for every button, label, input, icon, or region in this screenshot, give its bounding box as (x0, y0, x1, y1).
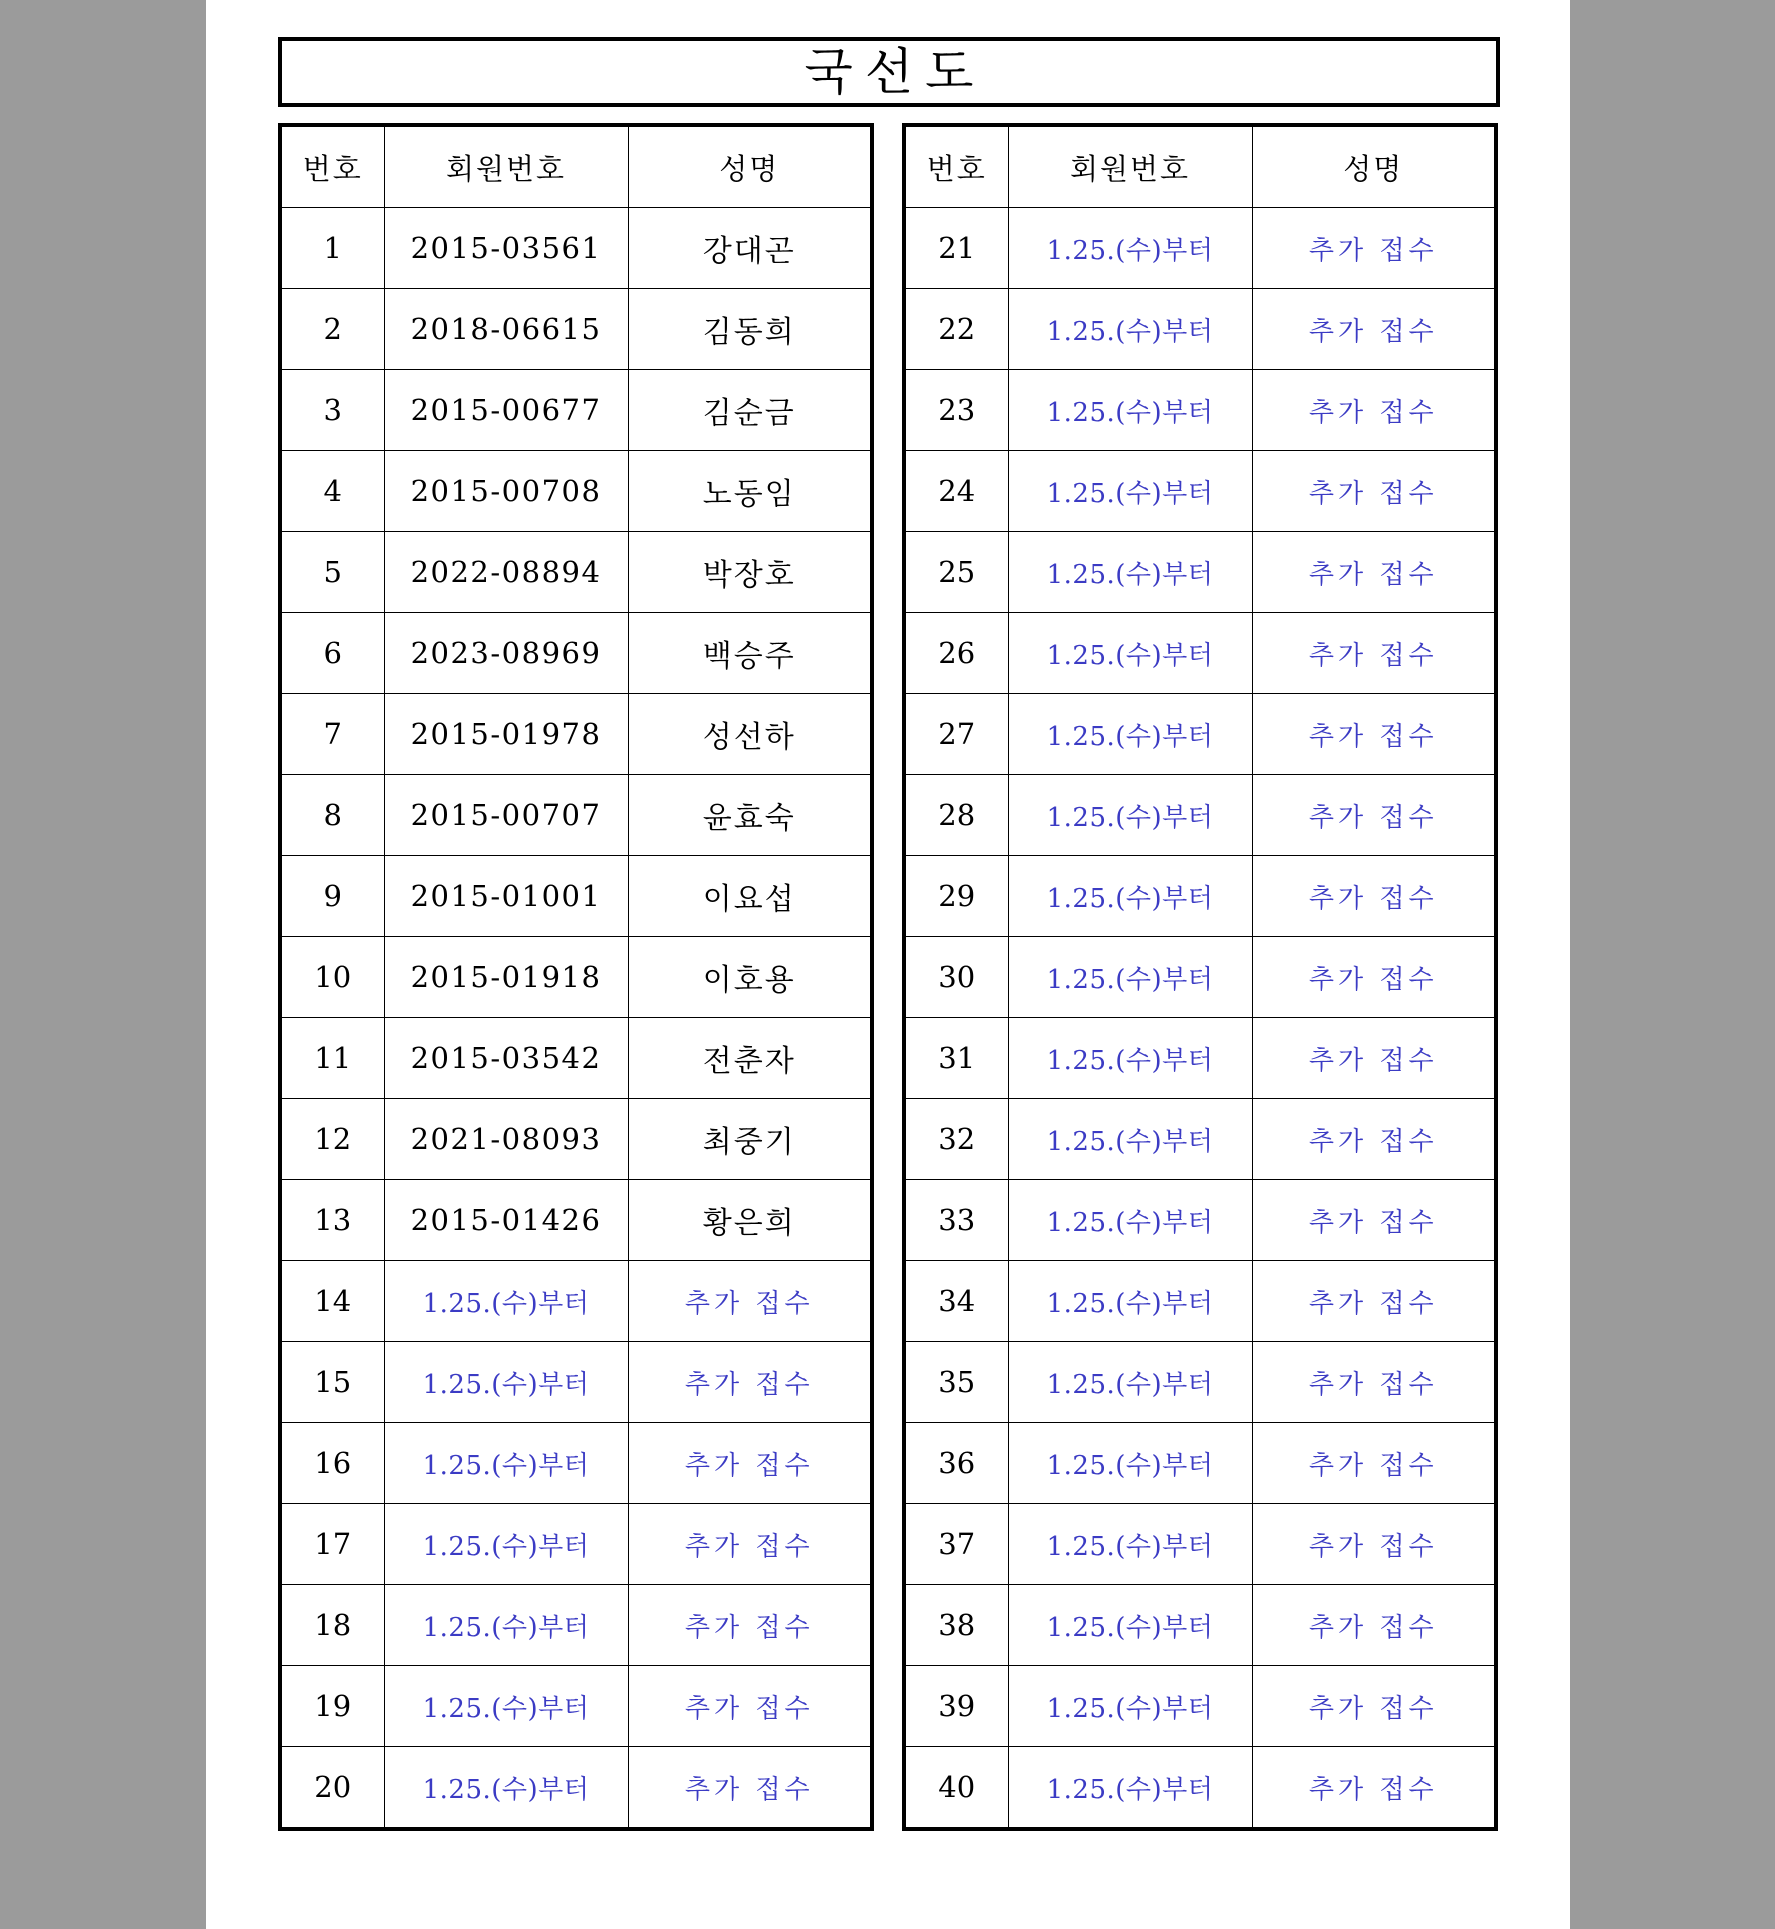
member-name-cell: 추가 접수 (1252, 856, 1496, 937)
member-id-cell: 2015-01918 (384, 937, 628, 1018)
row-number: 13 (280, 1180, 384, 1261)
member-id-cell: 1.25.(수)부터 (384, 1504, 628, 1585)
member-id-cell: 2023-08969 (384, 613, 628, 694)
table-row (904, 289, 1496, 370)
row-number: 24 (904, 451, 1008, 532)
member-id-cell: 1.25.(수)부터 (1008, 1423, 1252, 1504)
row-number: 20 (280, 1747, 384, 1830)
member-id-cell: 1.25.(수)부터 (384, 1261, 628, 1342)
member-name-cell: 백승주 (628, 613, 872, 694)
member-id-cell: 1.25.(수)부터 (384, 1747, 628, 1830)
member-name-cell: 추가 접수 (628, 1423, 872, 1504)
page-title: 국선도 (804, 43, 986, 101)
table-row (904, 1504, 1496, 1585)
row-number: 31 (904, 1018, 1008, 1099)
table-row (280, 532, 872, 613)
member-name-cell: 추가 접수 (1252, 451, 1496, 532)
table-row (904, 1018, 1496, 1099)
table-row (904, 613, 1496, 694)
table-row (280, 1585, 872, 1666)
table-row (280, 451, 872, 532)
member-id-cell: 1.25.(수)부터 (384, 1342, 628, 1423)
member-name-cell: 추가 접수 (1252, 775, 1496, 856)
table-row (904, 1099, 1496, 1180)
table-row (904, 451, 1496, 532)
member-name-cell: 강대곤 (628, 208, 872, 289)
member-id-cell: 2018-06615 (384, 289, 628, 370)
row-number: 3 (280, 370, 384, 451)
member-id-cell: 1.25.(수)부터 (1008, 451, 1252, 532)
row-number: 38 (904, 1585, 1008, 1666)
table-row (904, 208, 1496, 289)
table-row (280, 370, 872, 451)
member-id-cell: 1.25.(수)부터 (1008, 1504, 1252, 1585)
member-name-cell: 박장호 (628, 532, 872, 613)
row-number: 33 (904, 1180, 1008, 1261)
member-name-cell: 김동희 (628, 289, 872, 370)
row-number: 19 (280, 1666, 384, 1747)
member-id-cell: 1.25.(수)부터 (1008, 532, 1252, 613)
member-id-cell: 2015-01001 (384, 856, 628, 937)
table-row (280, 613, 872, 694)
member-id-cell: 1.25.(수)부터 (1008, 1342, 1252, 1423)
document-page (206, 0, 1570, 1929)
member-name-cell: 최중기 (628, 1099, 872, 1180)
member-name-cell: 전춘자 (628, 1018, 872, 1099)
row-number: 6 (280, 613, 384, 694)
table-row (904, 370, 1496, 451)
member-id-cell: 1.25.(수)부터 (1008, 775, 1252, 856)
member-id-cell: 1.25.(수)부터 (1008, 937, 1252, 1018)
member-name-cell: 추가 접수 (1252, 208, 1496, 289)
header-row (904, 125, 1496, 208)
member-id-cell: 2015-00708 (384, 451, 628, 532)
row-number: 23 (904, 370, 1008, 451)
member-name-cell: 김순금 (628, 370, 872, 451)
table-row (280, 1018, 872, 1099)
table-row (904, 1342, 1496, 1423)
title-box (278, 37, 1500, 107)
header-member-id: 회원번호 (384, 125, 628, 208)
header-name: 성명 (628, 125, 872, 208)
row-number: 29 (904, 856, 1008, 937)
table-row (280, 1342, 872, 1423)
member-name-cell: 추가 접수 (628, 1666, 872, 1747)
member-name-cell: 추가 접수 (1252, 1504, 1496, 1585)
table-row (280, 694, 872, 775)
member-name-cell: 추가 접수 (628, 1747, 872, 1830)
table-row (904, 1180, 1496, 1261)
table-row (904, 937, 1496, 1018)
member-name-cell: 추가 접수 (1252, 289, 1496, 370)
row-number: 36 (904, 1423, 1008, 1504)
member-name-cell: 추가 접수 (628, 1504, 872, 1585)
table-row (280, 856, 872, 937)
row-number: 27 (904, 694, 1008, 775)
row-number: 8 (280, 775, 384, 856)
member-name-cell: 추가 접수 (1252, 1261, 1496, 1342)
member-name-cell: 이요섭 (628, 856, 872, 937)
row-number: 34 (904, 1261, 1008, 1342)
member-name-cell: 노동임 (628, 451, 872, 532)
row-number: 37 (904, 1504, 1008, 1585)
member-id-cell: 1.25.(수)부터 (1008, 289, 1252, 370)
row-number: 21 (904, 208, 1008, 289)
member-name-cell: 추가 접수 (1252, 694, 1496, 775)
member-name-cell: 추가 접수 (1252, 1018, 1496, 1099)
member-id-cell: 1.25.(수)부터 (1008, 1261, 1252, 1342)
row-number: 30 (904, 937, 1008, 1018)
header-row (280, 125, 872, 208)
member-name-cell: 추가 접수 (1252, 1342, 1496, 1423)
member-id-cell: 1.25.(수)부터 (1008, 613, 1252, 694)
member-id-cell: 1.25.(수)부터 (384, 1666, 628, 1747)
row-number: 25 (904, 532, 1008, 613)
member-name-cell: 추가 접수 (628, 1585, 872, 1666)
row-number: 5 (280, 532, 384, 613)
member-id-cell: 2015-03542 (384, 1018, 628, 1099)
member-id-cell: 1.25.(수)부터 (384, 1585, 628, 1666)
roster-table-right (902, 123, 1498, 1831)
table-row (280, 937, 872, 1018)
member-id-cell: 2021-08093 (384, 1099, 628, 1180)
table-row (904, 775, 1496, 856)
member-id-cell: 1.25.(수)부터 (1008, 694, 1252, 775)
row-number: 7 (280, 694, 384, 775)
header-number: 번호 (904, 125, 1008, 208)
row-number: 12 (280, 1099, 384, 1180)
member-id-cell: 1.25.(수)부터 (1008, 1018, 1252, 1099)
table-row (280, 1099, 872, 1180)
table-row (904, 532, 1496, 613)
table-row (904, 1423, 1496, 1504)
member-name-cell: 추가 접수 (1252, 613, 1496, 694)
row-number: 26 (904, 613, 1008, 694)
row-number: 22 (904, 289, 1008, 370)
row-number: 4 (280, 451, 384, 532)
member-id-cell: 2015-01426 (384, 1180, 628, 1261)
row-number: 28 (904, 775, 1008, 856)
member-id-cell: 1.25.(수)부터 (1008, 1585, 1252, 1666)
table-row (280, 1180, 872, 1261)
member-id-cell: 1.25.(수)부터 (1008, 370, 1252, 451)
member-id-cell: 2015-00677 (384, 370, 628, 451)
member-name-cell: 추가 접수 (628, 1342, 872, 1423)
member-name-cell: 추가 접수 (1252, 1747, 1496, 1830)
table-row (280, 1747, 872, 1830)
row-number: 1 (280, 208, 384, 289)
table-row (904, 1585, 1496, 1666)
row-number: 39 (904, 1666, 1008, 1747)
member-id-cell: 1.25.(수)부터 (1008, 856, 1252, 937)
member-id-cell: 1.25.(수)부터 (1008, 1180, 1252, 1261)
member-name-cell: 추가 접수 (1252, 1099, 1496, 1180)
row-number: 40 (904, 1747, 1008, 1830)
member-id-cell: 1.25.(수)부터 (384, 1423, 628, 1504)
header-member-id: 회원번호 (1008, 125, 1252, 208)
member-name-cell: 추가 접수 (1252, 532, 1496, 613)
table-row (904, 856, 1496, 937)
header-name: 성명 (1252, 125, 1496, 208)
member-id-cell: 2022-08894 (384, 532, 628, 613)
roster-table-left (278, 123, 874, 1831)
table-row (280, 208, 872, 289)
table-row (904, 1666, 1496, 1747)
member-name-cell: 황은희 (628, 1180, 872, 1261)
member-name-cell: 추가 접수 (1252, 1423, 1496, 1504)
member-id-cell: 2015-01978 (384, 694, 628, 775)
table-row (280, 775, 872, 856)
table-row (280, 1423, 872, 1504)
member-id-cell: 1.25.(수)부터 (1008, 1666, 1252, 1747)
member-name-cell: 추가 접수 (1252, 370, 1496, 451)
member-id-cell: 2015-03561 (384, 208, 628, 289)
row-number: 16 (280, 1423, 384, 1504)
row-number: 17 (280, 1504, 384, 1585)
member-id-cell: 1.25.(수)부터 (1008, 1747, 1252, 1830)
member-name-cell: 성선하 (628, 694, 872, 775)
table-row (904, 1261, 1496, 1342)
member-name-cell: 추가 접수 (1252, 1180, 1496, 1261)
row-number: 9 (280, 856, 384, 937)
header-number: 번호 (280, 125, 384, 208)
member-id-cell: 1.25.(수)부터 (1008, 208, 1252, 289)
table-row (280, 1261, 872, 1342)
member-id-cell: 2015-00707 (384, 775, 628, 856)
member-name-cell: 이호용 (628, 937, 872, 1018)
row-number: 14 (280, 1261, 384, 1342)
table-row (904, 1747, 1496, 1830)
row-number: 35 (904, 1342, 1008, 1423)
member-name-cell: 추가 접수 (1252, 1585, 1496, 1666)
table-row (280, 1504, 872, 1585)
member-name-cell: 추가 접수 (1252, 937, 1496, 1018)
member-name-cell: 추가 접수 (1252, 1666, 1496, 1747)
row-number: 10 (280, 937, 384, 1018)
row-number: 15 (280, 1342, 384, 1423)
table-row (280, 1666, 872, 1747)
table-row (280, 289, 872, 370)
member-name-cell: 윤효숙 (628, 775, 872, 856)
member-id-cell: 1.25.(수)부터 (1008, 1099, 1252, 1180)
row-number: 11 (280, 1018, 384, 1099)
row-number: 2 (280, 289, 384, 370)
table-row (904, 694, 1496, 775)
row-number: 32 (904, 1099, 1008, 1180)
row-number: 18 (280, 1585, 384, 1666)
member-name-cell: 추가 접수 (628, 1261, 872, 1342)
